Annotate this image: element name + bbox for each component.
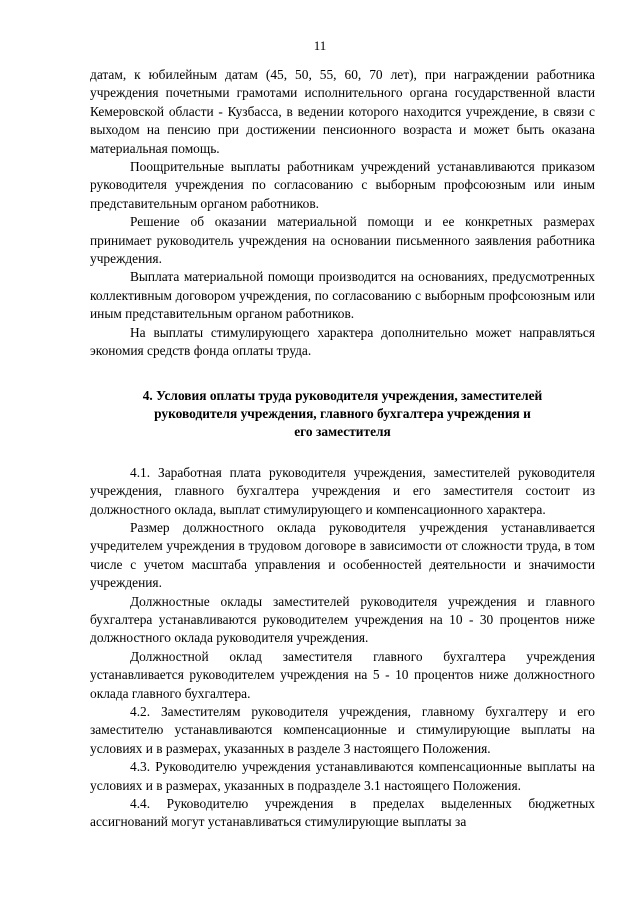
section-heading-line: 4. Условия оплаты труда руководителя учреждения, заместителей <box>142 387 543 403</box>
paragraph: Решение об оказании материальной помощи и ее конкретных размерах принимает руководитель учреждения на основании письменного заявления работника учреждения. <box>90 214 595 267</box>
paragraph: Должностные оклады заместителей руководителя учреждения и главного бухгалтера устанавливаются руководителем учреждения на 10 - 30 процентов ниже должностного оклада руководителя учреждения. <box>90 593 595 646</box>
paragraph: На выплаты стимулирующего характера дополнительно может направляться экономия средств фонда оплаты труда. <box>90 324 595 359</box>
paragraph: 4.2. Заместителям руководителя учреждения, главному бухгалтеру и его заместителю устанавливаются компенсационные и стимулирующие выплаты на условиях и в размерах, указанных в разделе 3 настоящего Положения. <box>90 704 595 756</box>
section-heading-line: его заместителя <box>294 424 391 440</box>
paragraph: Размер должностного оклада руководителя учреждения устанавливается учредителем учреждения в трудовом договоре в зависимости от сложности труда, в том числе с учетом масштаба управления и особенностей деятельности и значимости учреждения. <box>90 519 595 591</box>
paragraph: 4.4. Руководителю учреждения в пределах выделенных бюджетных ассигнований могут устанавливаться стимулирующие выплаты за <box>90 796 595 830</box>
section-heading <box>90 387 595 442</box>
page-number: 11 <box>313 38 327 53</box>
document-body <box>90 66 595 832</box>
paragraph: 4.3. Руководителю учреждения устанавливаются компенсационные выплаты на условиях и в размерах, указанных в подразделе 3.1 настоящего Положения. <box>90 759 595 793</box>
section-heading-line: руководителя учреждения, главного бухгалтера учреждения и <box>154 405 531 421</box>
paragraph: 4.1. Заработная плата руководителя учреждения, заместителей руководителя учреждения, главного бухгалтера учреждения и его заместителя состоит из должностного оклада, выплат стимулирующего и компенсационного характера. <box>90 464 595 517</box>
paragraph: Выплата материальной помощи производится на основаниях, предусмотренных коллективным договором учреждения, по согласованию с выборным профсоюзным или иным представительным органом работников. <box>90 269 595 322</box>
paragraph: Должностной оклад заместителя главного бухгалтера учреждения устанавливается руководителем учреждения на 5 - 10 процентов ниже должностного оклада главного бухгалтера. <box>90 648 595 701</box>
paragraph: Поощрительные выплаты работникам учреждений устанавливаются приказом руководителя учреждения по согласованию с выборным профсоюзным или иным представительным органом работников. <box>90 159 595 211</box>
paragraph: датам, к юбилейным датам (45, 50, 55, 60, 70 лет), при награждении работника учреждения почетными грамотами исполнительного органа государственной власти Кемеровской области - Кузбасса, в ведении которого находится учреждение, в связи с выходом на пенсию при достижении пенсионного возраста и может быть оказана материальная помощь. <box>90 67 595 156</box>
